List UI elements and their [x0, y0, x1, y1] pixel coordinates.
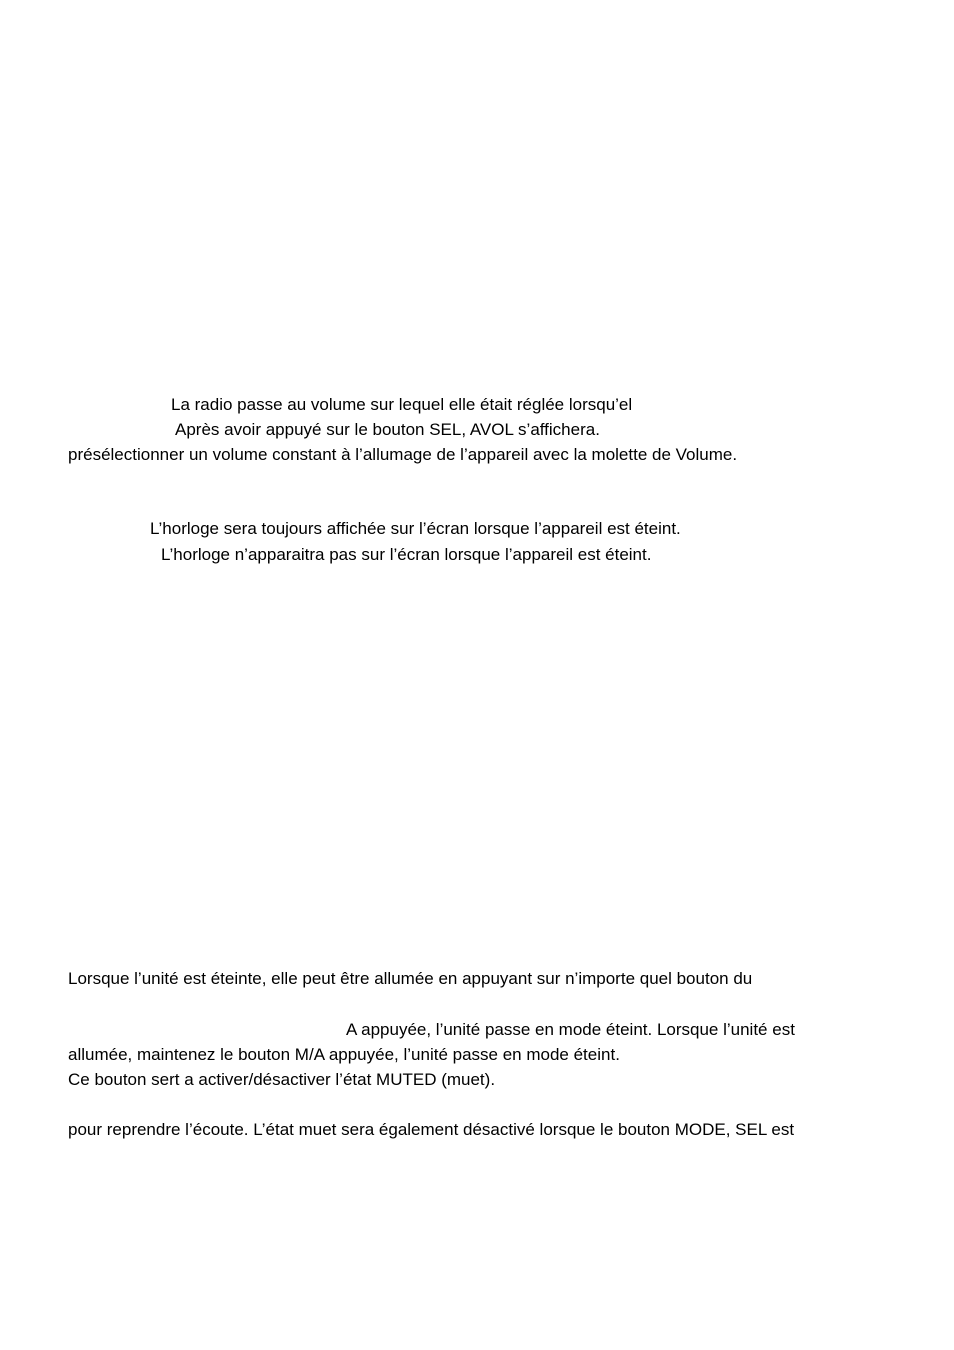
- power-text-line-1: Lorsque l’unité est éteinte, elle peut être allumée en appuyant sur n’importe quel bouton du: [68, 969, 753, 988]
- clock-text-line-2: L’horloge n’apparaitra pas sur l’écran lorsque l’appareil est éteint.: [161, 545, 652, 564]
- mute-text-line-2: pour reprendre l’écoute. L’état muet sera également désactivé lorsque le bouton MODE, SEL est: [68, 1120, 795, 1139]
- power-text-line-3: allumée, maintenez le bouton M/A appuyée, l’unité passe en mode éteint.: [68, 1045, 620, 1064]
- mute-text-line-1: Ce bouton sert a activer/désactiver l’état MUTED (muet).: [68, 1070, 496, 1089]
- volume-text-line-2: Après avoir appuyé sur le bouton SEL, AVOL s’affichera.: [175, 420, 600, 439]
- power-text-line-2: A appuyée, l’unité passe en mode éteint. Lorsque l’unité est: [346, 1020, 795, 1039]
- clock-text-line-1: L’horloge sera toujours affichée sur l’écran lorsque l’appareil est éteint.: [150, 519, 681, 538]
- volume-text-line-1: La radio passe au volume sur lequel elle était réglée lorsqu’el: [171, 395, 633, 414]
- volume-text-line-3: présélectionner un volume constant à l’allumage de l’appareil avec la molette de Volume.: [68, 445, 738, 464]
